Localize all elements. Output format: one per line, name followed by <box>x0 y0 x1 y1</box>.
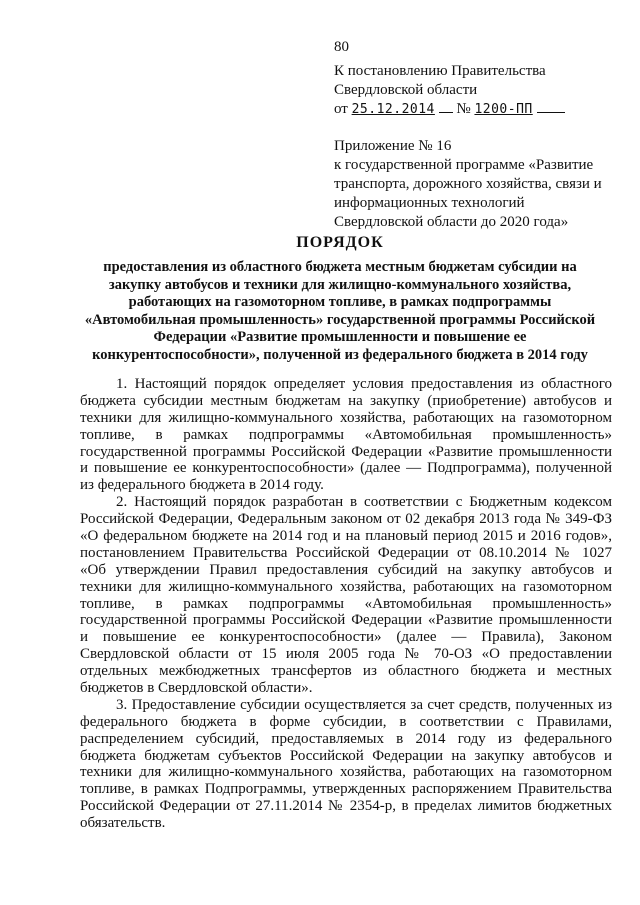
page-number: 80 <box>334 39 349 55</box>
appendix-line: информационных технологий <box>334 195 525 211</box>
body-line: топливе, в рамках подпрограммы «Автомобильная промышленность» <box>80 595 612 612</box>
document-body <box>80 376 612 832</box>
document-title: ПОРЯДОК <box>296 234 384 251</box>
number-prefix: № <box>456 101 471 117</box>
body-line: государственной программы Российской Федерации «Развитие промышленности <box>80 443 612 460</box>
body-line: отдельных межбюджетных трансфертов из областного бюджета и местных <box>80 663 612 680</box>
body-line: бюджета бюджетам субъектов Российской Федерации на закупку автобусов и <box>80 747 612 764</box>
subtitle-line: конкурентоспособности», полученной из федерального бюджета в 2014 году <box>92 346 588 363</box>
subtitle-line: «Автомобильная промышленность» государственной программы Российской <box>84 311 596 328</box>
body-line: техники для жилищно-коммунального хозяйства, работающих на газомоторном <box>80 578 612 595</box>
resolution-date: 25.12.2014 <box>351 102 435 117</box>
body-line: из федерального бюджета в 2014 году. <box>80 477 324 494</box>
appendix-line: к государственной программе «Развитие <box>334 157 594 173</box>
paragraph-3 <box>80 697 612 832</box>
body-line: 3. Предоставление субсидии осуществляется за счет средств, полученных из <box>116 696 612 713</box>
appendix-line: транспорта, дорожного хозяйства, связи и <box>334 176 602 192</box>
body-line: постановлением Правительства Российской Федерации от 08.10.2014 № 1027 <box>80 544 612 561</box>
subtitle-line: закупку автобусов и техники для жилищно-коммунального хозяйства, <box>108 276 572 293</box>
body-line: топливе, в рамках Подпрограммы, утвержденных распоряжением Правительства <box>80 781 612 798</box>
body-line: обязательств. <box>80 815 166 832</box>
body-line: распределением субсидий, предоставляемых в 2014 году из федерального <box>80 730 612 747</box>
paragraph-2 <box>80 494 612 697</box>
body-line: бюджетов в Свердловской области». <box>80 680 313 697</box>
body-line: техники для жилищно-коммунального хозяйства, работающих на газомоторном <box>80 409 612 426</box>
resolution-date-line <box>334 100 565 119</box>
body-line: Российской Федерации, Федеральным законом от 02 декабря 2013 года № 349-ФЗ <box>80 511 612 528</box>
document-title-block <box>60 233 620 364</box>
body-line: 1. Настоящий порядок определяет условия предоставления из областного <box>116 376 612 392</box>
paragraph-1 <box>80 376 612 494</box>
body-line: Свердловской области от 15 июля 2005 года № 70-ОЗ «О предоставлении <box>80 646 612 663</box>
body-line: «Об утверждении Правил предоставления субсидий на закупку автобусов и <box>80 561 612 578</box>
subtitle-line: Федерации «Развитие промышленности и повышение ее <box>153 329 527 345</box>
document-subtitle <box>60 259 620 364</box>
body-line: топливе, в рамках подпрограммы «Автомобильная промышленность» <box>80 426 612 443</box>
body-line: бюджета субсидии местным бюджетам на закупку (приобретение) автобусов и <box>80 392 612 409</box>
appendix-line: Свердловской области до 2020 года» <box>334 214 569 230</box>
body-line: Российской Федерации от 27.11.2014 № 2354-р, в пределах лимитов бюджетных <box>80 798 612 815</box>
body-line: 2. Настоящий порядок разработан в соответствии с Бюджетным кодексом <box>116 494 612 511</box>
appendix-reference <box>334 137 602 232</box>
body-line: и повышение ее конкурентоспособности» (далее — Подпрограмма), полученной <box>80 460 612 477</box>
subtitle-line: предоставления из областного бюджета местным бюджетам субсидии на <box>103 259 577 275</box>
date-prefix: от <box>334 101 348 117</box>
body-line: федерального бюджета в форме субсидии, в соответствии с Правилами, <box>80 713 612 730</box>
appendix-line: Приложение № 16 <box>334 138 452 154</box>
subtitle-line: работающих на газомоторном топливе, в рамках подпрограммы <box>128 294 552 310</box>
body-line: «О федеральном бюджете на 2014 год и на плановый период 2015 и 2016 годов», <box>80 528 612 545</box>
body-line: государственной программы Российской Федерации «Развитие промышленности <box>80 612 612 629</box>
body-line: и повышение ее конкурентоспособности» (далее — Правила), Законом <box>80 629 612 646</box>
resolution-number: 1200-ПП <box>474 102 533 117</box>
body-line: техники для жилищно-коммунального хозяйства, работающих на газомоторном <box>80 764 612 781</box>
resolution-line-1: К постановлению Правительства <box>334 63 546 79</box>
resolution-line-2: Свердловской области <box>334 82 478 98</box>
resolution-reference <box>334 62 565 119</box>
